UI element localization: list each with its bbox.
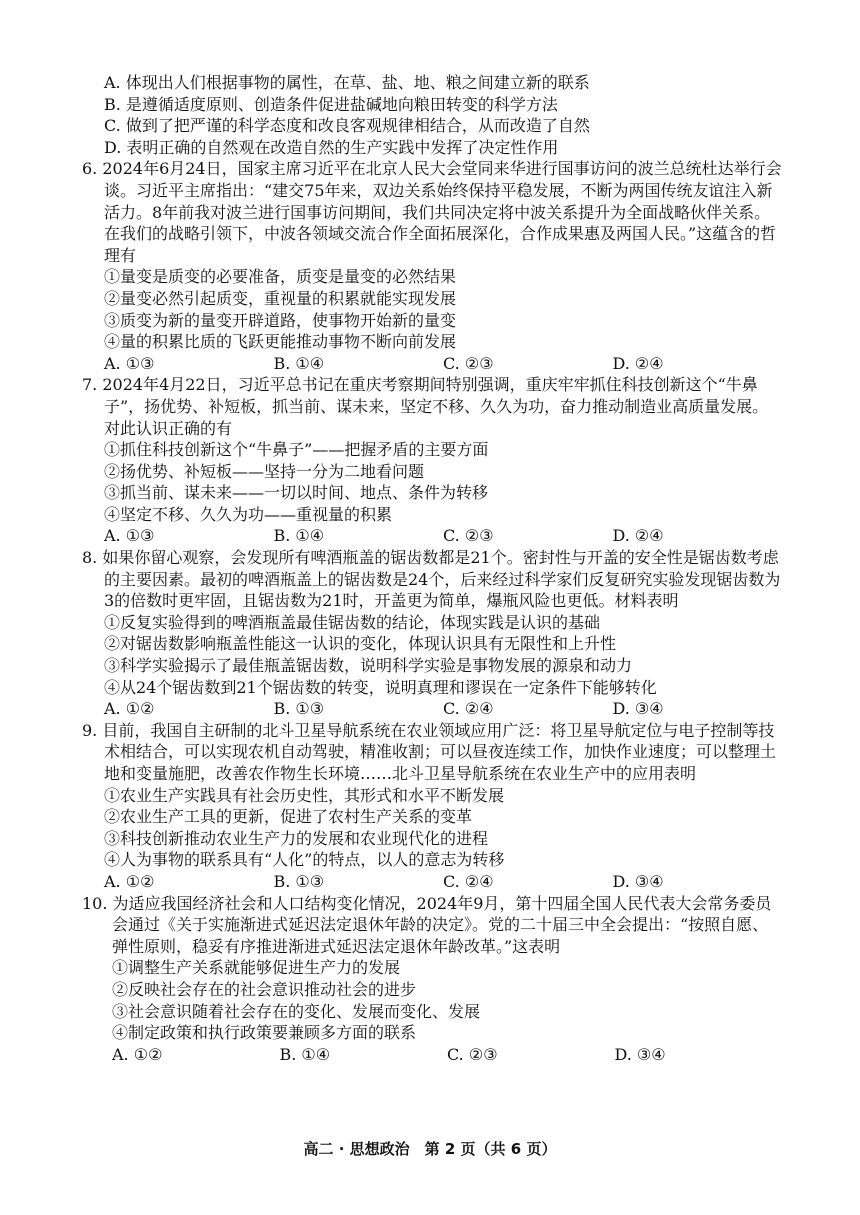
option-c: C. 做到了把严谨的科学态度和改良客观规律相结合，从而改造了自然: [104, 116, 590, 136]
answer-d: D. ③④: [612, 699, 664, 719]
statement-2: ②反映社会存在的社会意识推动社会的进步: [112, 979, 417, 999]
answer-c: C. ②④: [443, 871, 494, 891]
answer-a: A. ①②: [104, 699, 155, 719]
answer-b: B. ①④: [273, 526, 325, 546]
question-9: [82, 720, 782, 893]
question-10: [82, 893, 782, 1066]
statement-4: ④从24个锯齿数到21个锯齿数的转变，说明真理和谬误在一定条件下能够转化: [104, 677, 657, 697]
answer-b: B. ①③: [273, 871, 325, 891]
page-content: [82, 72, 782, 1065]
question-stem: 8. 如果你留心观察，会发现所有啤酒瓶盖的锯齿数都是21个。密封性与开盖的安全性是锯齿数考虑的主要因素。最初的啤酒瓶盖上的锯齿数是24个，后来经过科学家们反复研究实验发现锯齿数为3的倍数时更牢固，且锯齿数为21时，开盖更为简单，爆瓶风险也更低。材料表明: [82, 548, 781, 611]
answer-choices: [82, 525, 782, 547]
answer-d: D. ③④: [612, 871, 664, 891]
statement-1: ①农业生产实践具有社会历史性，其形式和水平不断发展: [104, 785, 505, 805]
answer-choices: [82, 1044, 782, 1066]
statement-3: ③抓当前、谋未来——一切以时间、地点、条件为转移: [104, 483, 489, 503]
statement-2: ②对锯齿数影响瓶盖性能这一认识的变化，体现认识具有无限性和上升性: [104, 634, 617, 654]
statement-4: ④制定政策和执行政策要兼顾多方面的联系: [112, 1023, 417, 1043]
answer-a: A. ①③: [104, 526, 155, 546]
statement-3: ③科学实验揭示了最佳瓶盖锯齿数，说明科学实验是事物发展的源泉和动力: [104, 656, 633, 676]
statement-2: ②扬优势、补短板——坚持一分为二地看问题: [104, 461, 425, 481]
question-stem: 7. 2024年4月22日，习近平总书记在重庆考察期间特别强调，重庆牢牢抓住科技创新这个“牛鼻子”，扬优势、补短板，抓当前、谋未来，坚定不移、久久为功，奋力推动制造业高质量发展。对此认识正确的有: [82, 375, 769, 438]
answer-d: D. ③④: [614, 1044, 666, 1064]
statement-3: ③质变为新的量变开辟道路，使事物开始新的量变: [104, 310, 457, 330]
answer-b: B. ①④: [279, 1044, 331, 1064]
answer-c: C. ②④: [443, 699, 494, 719]
statement-4: ④量的积累比质的飞跃更能推动事物不断向前发展: [104, 332, 457, 352]
question-stem: 6. 2024年6月24日，国家主席习近平在北京人民大会堂同来华进行国事访问的波兰总统杜达举行会谈。习近平主席指出：“建交75年来，双边关系始终保持平稳发展，不断为两国传统友谊注入新活力。8年前我对波兰进行国事访问期间，我们共同决定将中波关系提升为全面战略伙伴关系。在我们的战略引领下，中波各领域交流合作全面拓展深化，合作成果惠及两国人民。”这蕴含的哲理有: [82, 159, 782, 265]
question-7: [82, 374, 782, 547]
question-5-options: [82, 72, 782, 158]
answer-b: B. ①④: [273, 353, 325, 373]
option-d: D. 表明正确的自然观在改造自然的生产实践中发挥了决定性作用: [104, 137, 559, 157]
statement-4: ④人为事物的联系具有“人化”的特点，以人的意志为转移: [104, 850, 505, 870]
question-8: [82, 547, 782, 720]
question-6: [82, 158, 782, 374]
answer-a: A. ①②: [104, 871, 155, 891]
answer-choices: [82, 871, 782, 893]
statement-2: ②农业生产工具的更新，促进了农村生产关系的变革: [104, 807, 473, 827]
answer-b: B. ①③: [273, 699, 325, 719]
answer-choices: [82, 698, 782, 720]
statement-3: ③社会意识随着社会存在的变化、发展而变化、发展: [112, 1001, 481, 1021]
statement-3: ③科技创新推动农业生产力的发展和农业现代化的进程: [104, 828, 489, 848]
answer-c: C. ②③: [447, 1044, 498, 1064]
question-stem: 10. 为适应我国经济社会和人口结构变化情况，2024年9月，第十四届全国人民代表大会常务委员会通过《关于实施渐进式延迟法定退休年龄的决定》。党的二十届三中全会提出：“按照自愿、弹性原则，稳妥有序推进渐进式延迟法定退休年龄改革。”这表明: [82, 893, 772, 956]
question-stem: 9. 目前，我国自主研制的北斗卫星导航系统在农业领域应用广泛：将卫星导航定位与电子控制等技术相结合，可以实现农机自动驾驶，精准收割；可以昼夜连续工作，加快作业速度；可以整理土地和变量施肥，改善农作物生长环境……北斗卫星导航系统在农业生产中的应用表明: [82, 720, 777, 783]
statement-4: ④坚定不移、久久为功——重视量的积累: [104, 504, 393, 524]
statement-1: ①调整生产关系就能够促进生产力的发展: [112, 958, 401, 978]
option-a: A. 体现出人们根据事物的属性，在草、盐、地、粮之间建立新的联系: [104, 73, 590, 92]
answer-a: A. ①②: [112, 1044, 163, 1064]
answer-a: A. ①③: [104, 353, 155, 373]
option-b: B. 是遵循适度原则、创造条件促进盐碱地向粮田转变的科学方法: [104, 94, 558, 114]
answer-c: C. ②③: [443, 353, 494, 373]
answer-choices: [82, 353, 782, 375]
answer-c: C. ②③: [443, 526, 494, 546]
statement-1: ①量变是质变的必要准备，质变是量变的必然结果: [104, 267, 457, 287]
statement-1: ①反复实验得到的啤酒瓶盖最佳锯齿数的结论，体现实践是认识的基础: [104, 612, 601, 632]
statement-2: ②量变必然引起质变，重视量的积累就能实现发展: [104, 288, 457, 308]
answer-d: D. ②④: [612, 353, 664, 373]
answer-d: D. ②④: [612, 526, 664, 546]
page-footer: 高二 · 思想政治 第 2 页（共 6 页）: [303, 1140, 557, 1158]
statement-1: ①抓住科技创新这个“牛鼻子”——把握矛盾的主要方面: [104, 440, 489, 460]
